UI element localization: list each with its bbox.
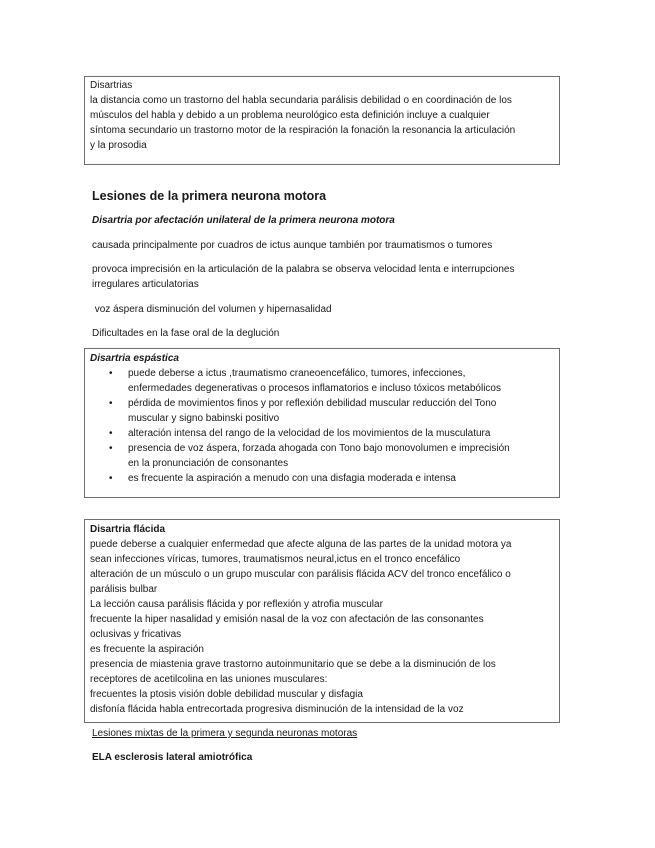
list-item-line: enfermedades degenerativas o procesos inflamatorios e incluso tóxicos metabólicos: [128, 383, 501, 394]
bullet-icon: •: [109, 473, 113, 484]
list-item: [90, 396, 554, 426]
definition-line: síntoma secundario un trastorno motor de la respiración la fonación la resonancia la articulación: [90, 125, 516, 136]
definition-line: y la prosodia: [90, 140, 147, 151]
spastic-title: Disartria espástica: [90, 353, 179, 364]
spastic-list: [90, 366, 554, 486]
list-item-line: en la pronunciación de consonantes: [128, 458, 289, 469]
bullet-icon: •: [109, 368, 113, 379]
flaccid-line: puede deberse a cualquier enfermedad que afecte alguna de las partes de la unidad motora ya: [90, 539, 512, 550]
list-item-line: presencia de voz áspera, forzada ahogada con Tono bajo monovolumen e imprecisión: [128, 443, 510, 454]
bullet-icon: •: [109, 428, 113, 439]
definition-box: [84, 76, 560, 165]
list-item: [90, 441, 554, 471]
mixed-lesions-heading: Lesiones mixtas de la primera y segunda neuronas motoras: [92, 728, 358, 739]
list-item: [90, 471, 554, 486]
section-heading: Lesiones de la primera neurona motora: [92, 189, 327, 203]
flaccid-box: [84, 519, 560, 723]
flaccid-line: La lección causa parálisis flácida y por reflexión y atrofia muscular: [90, 599, 383, 610]
definition-line: la distancia como un trastorno del habla secundaria parálisis debilidad o en coordinación de los: [90, 95, 512, 106]
flaccid-line: disfonía flácida habla entrecortada progresiva disminución de la intensidad de la voz: [90, 704, 464, 715]
flaccid-line: parálisis bulbar: [90, 584, 158, 595]
spastic-box: [84, 348, 560, 498]
flaccid-line: presencia de miastenia grave trastorno autoinmunitario que se debe a la disminución de los: [90, 659, 496, 670]
ela-heading: ELA esclerosis lateral amiotrófica: [92, 752, 253, 763]
paragraph: [92, 262, 514, 292]
list-item-line: puede deberse a ictus ,traumatismo craneoencefálico, tumores, infecciones,: [128, 368, 466, 379]
flaccid-line: receptores de acetilcolina en las uniones musculares:: [90, 674, 328, 685]
flaccid-line: sean infecciones víricas, tumores, traumatismos neural,ictus en el tronco encefálico: [90, 554, 461, 565]
list-item-line: alteración intensa del rango de la velocidad de los movimientos de la musculatura: [128, 428, 491, 439]
list-item-line: muscular y signo babinski positivo: [128, 413, 280, 424]
paragraph-line: causada principalmente por cuadros de ictus aunque también por traumatismos o tumores: [92, 240, 493, 251]
flaccid-line: oclusivas y fricativas: [90, 629, 182, 640]
flaccid-title: Disartria flácida: [90, 524, 166, 535]
list-item-line: pérdida de movimientos finos y por reflexión debilidad muscular reducción del Tono: [128, 398, 497, 409]
list-item-line: es frecuente la aspiración a menudo con una disfagia moderada e intensa: [128, 473, 456, 484]
paragraph-line: Dificultades en la fase oral de la deglución: [92, 328, 280, 339]
flaccid-line: alteración de un músculo o un grupo muscular con parálisis flácida ACV del tronco encefálico o: [90, 569, 511, 580]
paragraph-line: provoca imprecisión en la articulación de la palabra se observa velocidad lenta e interrupciones: [92, 264, 515, 275]
flaccid-line: frecuentes la ptosis visión doble debilidad muscular y disfagia: [90, 689, 363, 700]
paragraph-line: irregulares articulatorias: [92, 279, 199, 290]
section-subheading: Disartria por afectación unilateral de la primera neurona motora: [92, 215, 395, 226]
bullet-icon: •: [109, 398, 113, 409]
flaccid-line: frecuente la hiper nasalidad y emisión nasal de la voz con afectación de las consonantes: [90, 614, 484, 625]
paragraph-line: voz áspera disminución del volumen y hipernasalidad: [92, 304, 332, 315]
flaccid-line: es frecuente la aspiración: [90, 644, 204, 655]
definition-title: Disartrias: [90, 80, 133, 91]
paragraph: [92, 238, 492, 253]
paragraph: [92, 326, 279, 341]
list-item: [90, 426, 554, 441]
paragraph: [92, 302, 332, 317]
bullet-icon: •: [109, 443, 113, 454]
definition-line: músculos del habla y debido a un problema neurológico esta definición incluye a cualquier: [90, 110, 490, 121]
list-item: [90, 366, 554, 396]
